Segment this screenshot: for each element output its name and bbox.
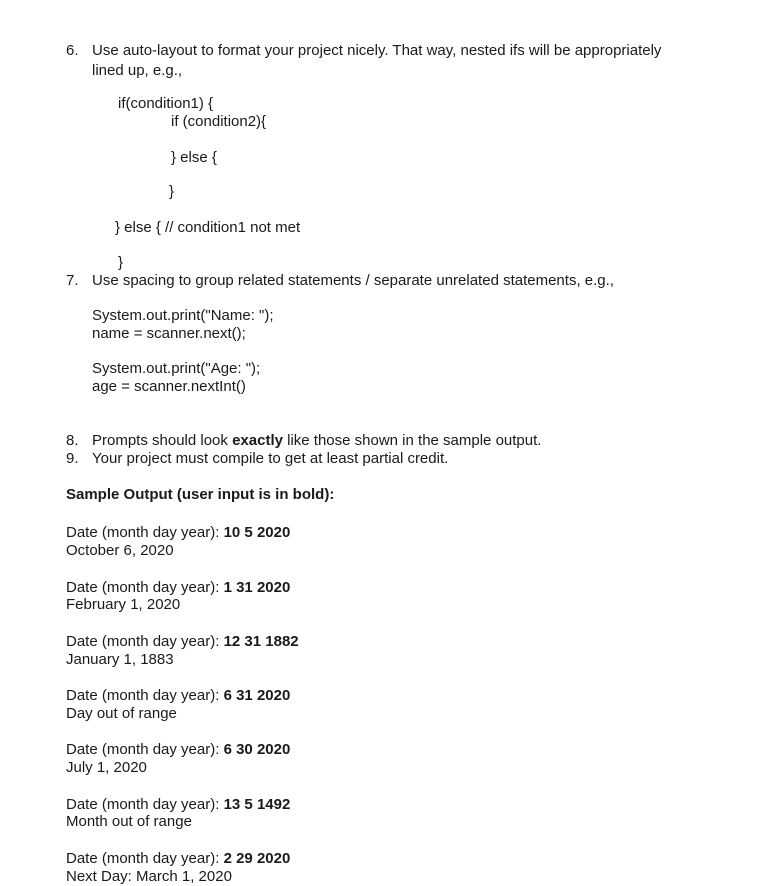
sample-output: Month out of range [66,813,192,830]
sample-prompt-line [66,687,290,705]
sample-prompt-line [66,796,290,814]
sample-output: October 6, 2020 [66,542,174,559]
item-number-6: 6. [66,42,79,59]
item-8-emphasis: exactly [232,432,283,449]
sample-prompt-line [66,741,290,759]
sample-prompt-line [66,633,299,651]
sample-output: Day out of range [66,705,177,722]
sample-prompt: Date (month day year): [66,741,224,758]
sample-prompt: Date (month day year): [66,850,224,867]
sample-prompt: Date (month day year): [66,524,224,541]
sample-output: Next Day: March 1, 2020 [66,868,232,885]
sample-input: 10 5 2020 [223,524,291,541]
code-line: if (condition2){ [171,113,267,130]
sample-input: 2 29 2020 [223,850,291,867]
sample-prompt: Date (month day year): [66,687,224,704]
item-9-text: Your project must compile to get at least partial credit. [92,450,449,467]
sample-prompt-line [66,524,290,542]
code-line: } [169,183,175,200]
item-6-text-line2: lined up, e.g., [92,62,183,79]
code-line: } else { [171,149,217,166]
code-line: if(condition1) { [118,95,214,112]
code-line: System.out.print("Age: "); [92,360,261,377]
sample-prompt-line [66,850,290,868]
sample-output: July 1, 2020 [66,759,147,776]
sample-output-heading: Sample Output (user input is in bold): [66,486,335,503]
sample-prompt: Date (month day year): [66,633,224,650]
item-7-text: Use spacing to group related statements / separate unrelated statements, e.g., [92,272,614,289]
code-line: name = scanner.next(); [92,325,246,342]
sample-output: January 1, 1883 [66,651,174,668]
item-number-9: 9. [66,450,79,467]
code-line: } [118,254,124,271]
sample-prompt: Date (month day year): [66,796,224,813]
item-number-7: 7. [66,272,79,289]
sample-input: 1 31 2020 [223,579,291,596]
code-line: System.out.print("Name: "); [92,307,274,324]
sample-prompt: Date (month day year): [66,579,224,596]
sample-input: 6 30 2020 [223,741,291,758]
code-line: age = scanner.nextInt() [92,378,246,395]
sample-prompt-line [66,579,290,597]
item-8-text [92,432,541,450]
sample-input: 6 31 2020 [223,687,291,704]
sample-output: February 1, 2020 [66,596,181,613]
sample-input: 13 5 1492 [223,796,291,813]
sample-input: 12 31 1882 [223,633,299,650]
item-6-text-line1: Use auto-layout to format your project nicely. That way, nested ifs will be appropriately [92,42,662,59]
item-8-text-pre: Prompts should look [92,432,233,449]
item-8-text-post: like those shown in the sample output. [282,432,542,449]
code-line: } else { // condition1 not met [115,219,301,236]
item-number-8: 8. [66,432,79,449]
